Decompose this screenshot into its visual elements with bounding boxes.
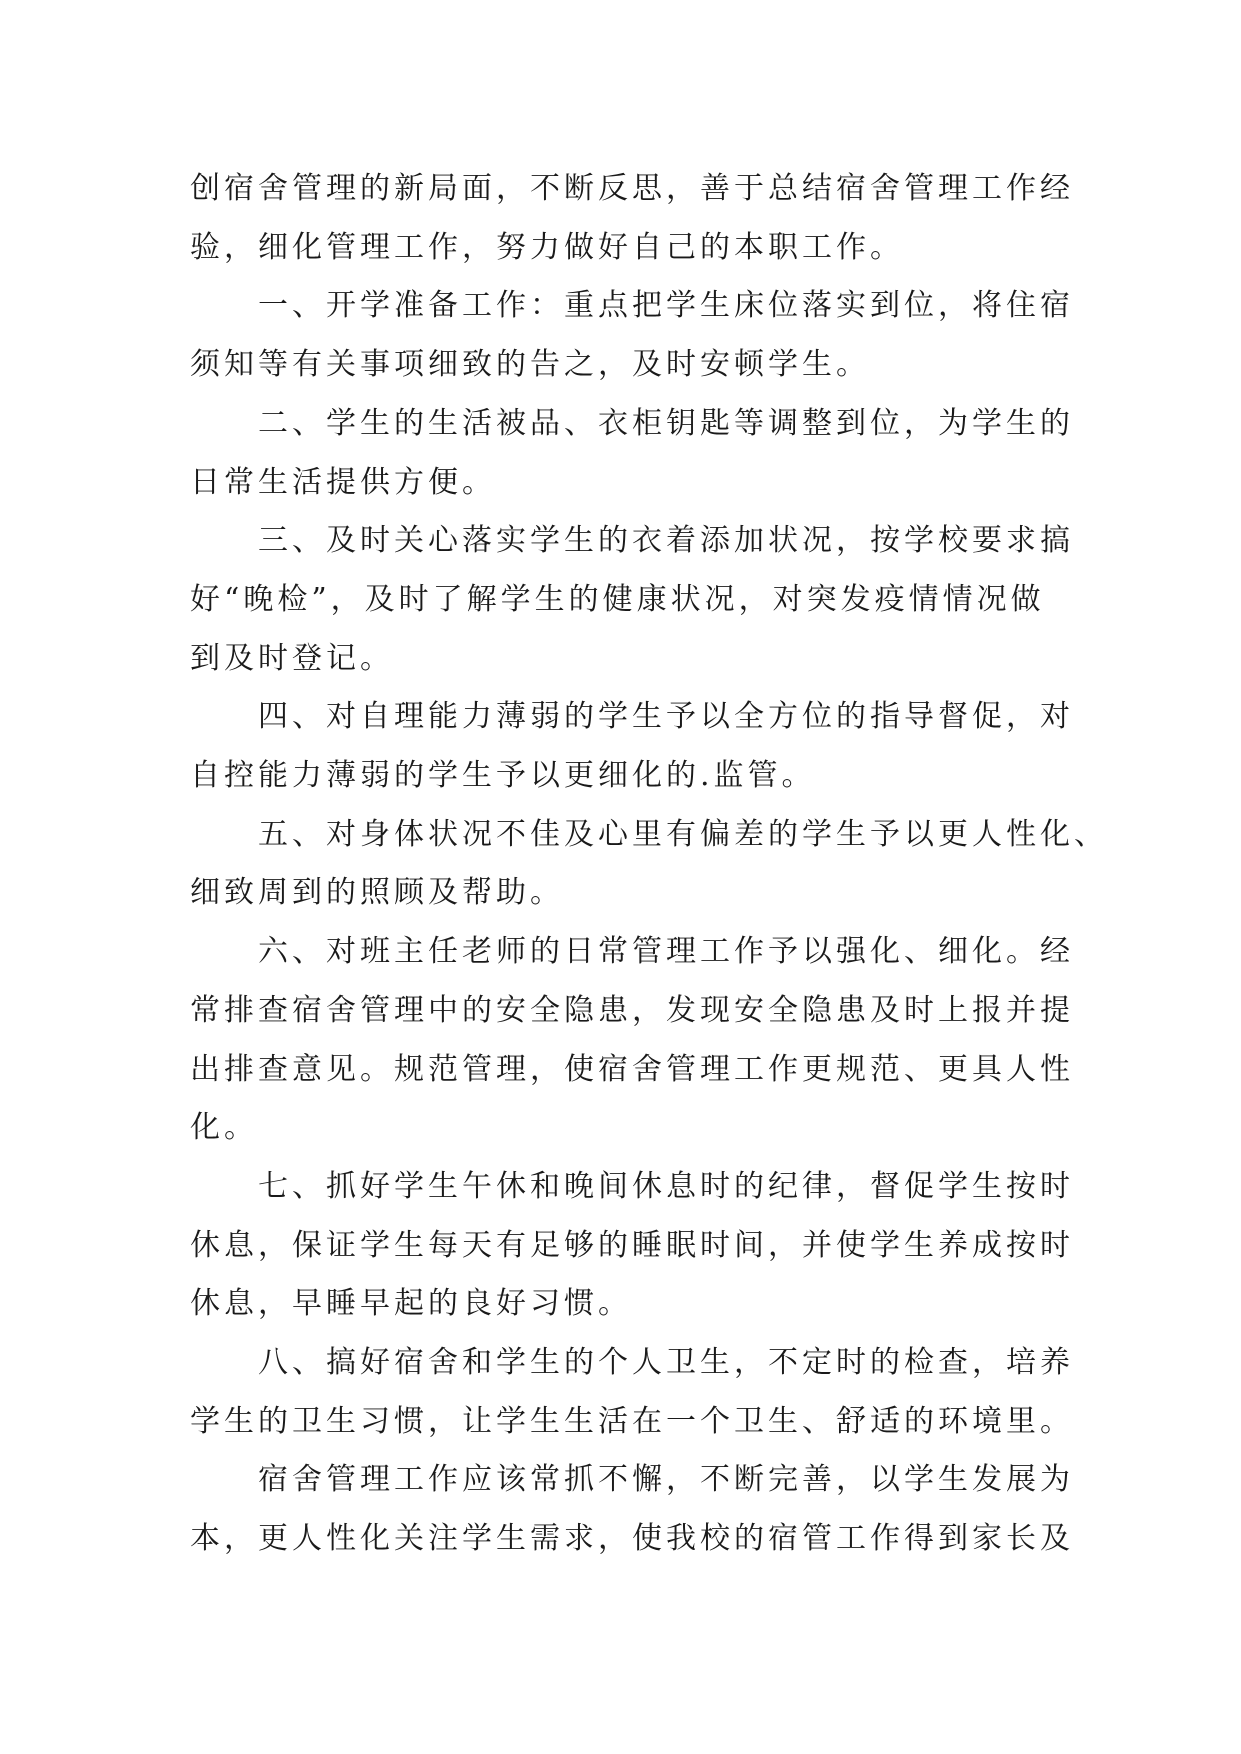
text-line: 创宿舍管理的新局面，不断反思，善于总结宿舍管理工作经	[190, 171, 1074, 206]
paragraph	[190, 806, 1108, 923]
text-line: 验，细化管理工作，努力做好自己的本职工作。	[190, 229, 904, 265]
paragraph	[190, 1451, 1074, 1568]
text-line: 一、开学准备工作：重点把学生床位落实到位，将住宿	[258, 288, 1074, 324]
text-line: 宿舍管理工作应该常抓不懈，不断完善，以学生发展为	[258, 1462, 1074, 1498]
text-line: 自控能力薄弱的学生予以更细化的.监管。	[190, 758, 816, 794]
text-line: 三、及时关心落实学生的衣着添加状况，按学校要求搞	[258, 523, 1074, 559]
text-line: 出排查意见。规范管理，使宿舍管理工作更规范、更具人性	[190, 1051, 1074, 1087]
text-line: 日常生活提供方便。	[190, 464, 496, 500]
text-line: 细致周到的照顾及帮助。	[190, 875, 564, 911]
paragraph	[190, 160, 1074, 277]
paragraph	[190, 512, 1074, 688]
text-line: 四、对自理能力薄弱的学生予以全方位的指导督促，对	[258, 699, 1074, 735]
text-line: 好“晚检”，及时了解学生的健康状况，对突发疫情情况做	[190, 581, 1045, 617]
text-line: 化。	[190, 1110, 258, 1146]
document-body	[190, 160, 1108, 1569]
paragraph	[190, 1158, 1074, 1334]
text-line: 须知等有关事项细致的告之，及时安顿学生。	[190, 347, 870, 383]
text-line: 到及时登记。	[190, 640, 394, 676]
text-line: 八、搞好宿舍和学生的个人卫生，不定时的检查，培养	[258, 1345, 1074, 1381]
text-line: 本，更人性化关注学生需求，使我校的宿管工作得到家长及	[190, 1521, 1074, 1557]
text-line: 二、学生的生活被品、衣柜钥匙等调整到位，为学生的	[258, 405, 1074, 441]
text-line: 七、抓好学生午休和晚间休息时的纪律，督促学生按时	[258, 1168, 1074, 1204]
text-line: 休息，保证学生每天有足够的睡眠时间，并使学生养成按时	[190, 1227, 1074, 1263]
text-line: 休息，早睡早起的良好习惯。	[190, 1286, 632, 1322]
text-line: 六、对班主任老师的日常管理工作予以强化、细化。经	[258, 934, 1074, 970]
paragraph	[190, 1334, 1074, 1451]
text-line: 学生的卫生习惯，让学生生活在一个卫生、舒适的环境里。	[190, 1403, 1074, 1439]
text-line: 五、对身体状况不佳及心里有偏差的学生予以更人性化、	[258, 816, 1108, 852]
paragraph	[190, 395, 1074, 512]
paragraph	[190, 923, 1074, 1158]
paragraph	[190, 688, 1074, 805]
text-line: 常排查宿舍管理中的安全隐患，发现安全隐患及时上报并提	[190, 992, 1074, 1028]
paragraph	[190, 277, 1074, 394]
